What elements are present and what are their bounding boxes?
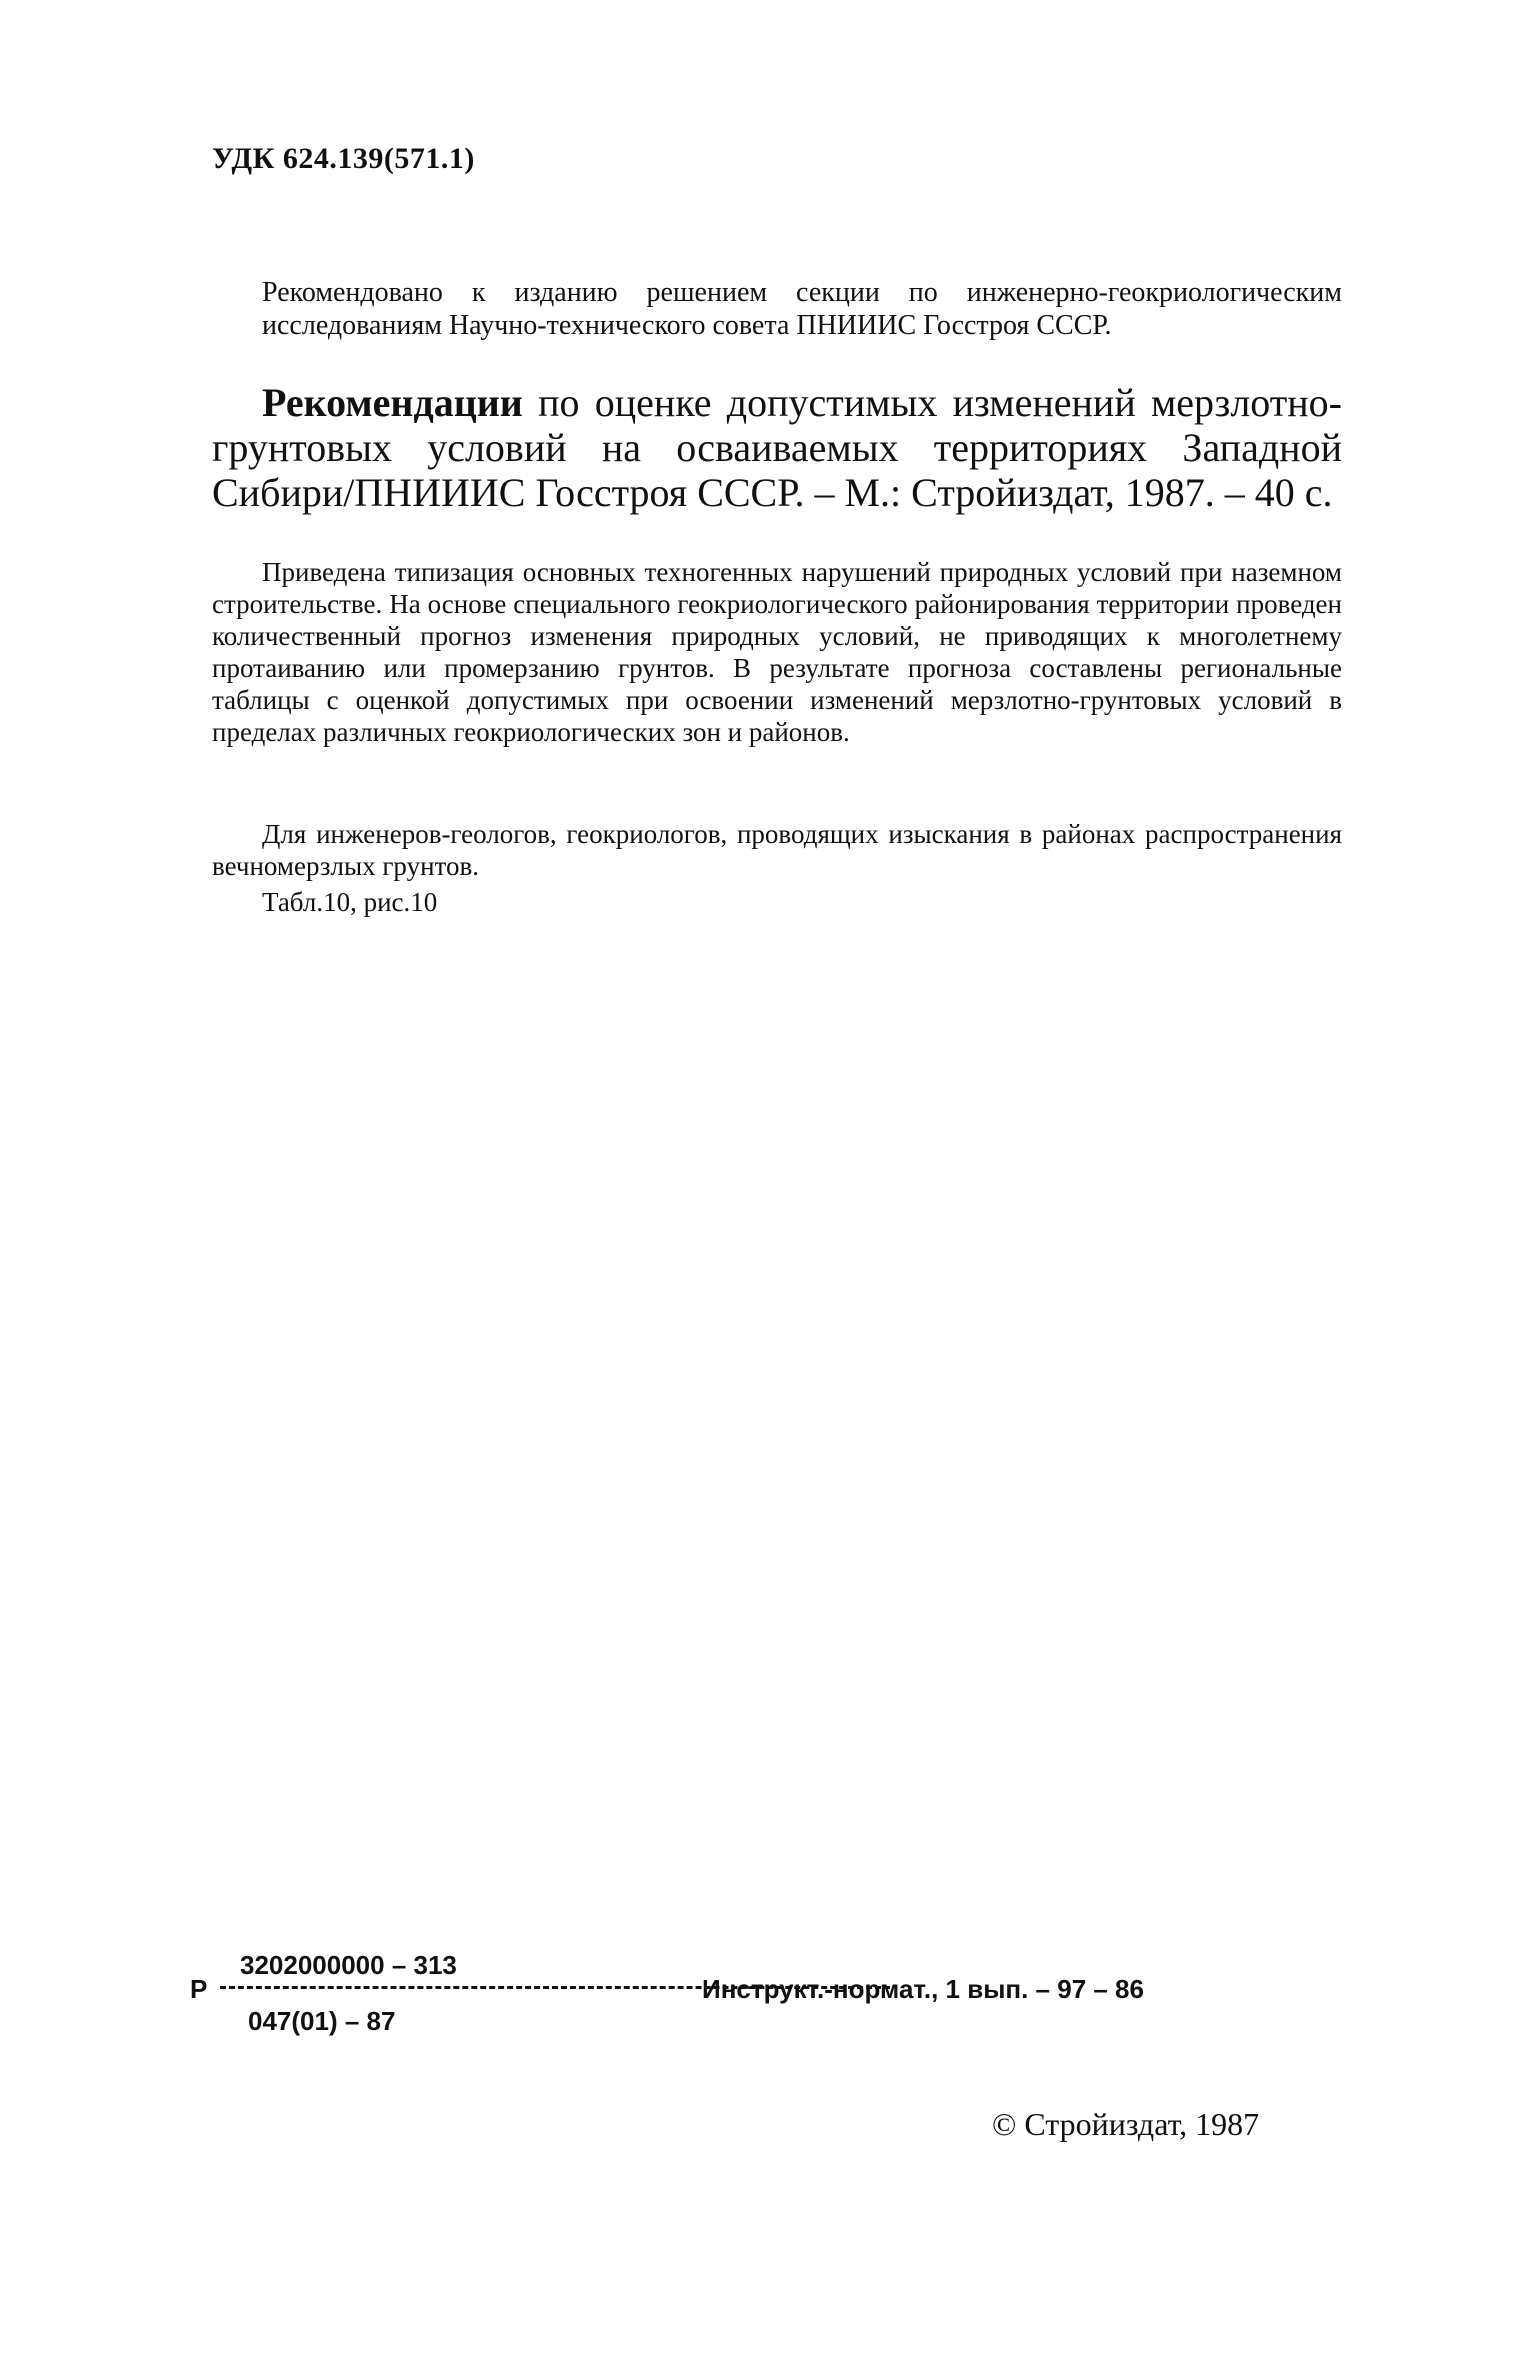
imprint-p-letter: Р (190, 1974, 208, 2004)
tables-figures-count: Табл.10, рис.10 (262, 887, 438, 917)
copyright-notice: © Стройиздат, 1987 (992, 2106, 1260, 2142)
bibliographic-title (212, 380, 1342, 515)
annotation-paragraph: Приведена типизация основных техногенных нарушений природных условий при наземном строительстве. На основе специального геокриологического районирования территории проведен количественный прогноз изменения природных условий, не приводящих к многолетнему протаиванию или промерзанию грунтов. В результате прогноза составлены региональные таблицы с оценкой допустимых при освоении изменений мерзлотно-грунтовых условий в пределах различных геокриологических зон и районов. (212, 557, 1342, 747)
title-rest: по оценке допустимых изменений мерзлотно-грунтовых условий на осваиваемых территориях Западной Сибири/ПНИИИС Госстроя СССР. – М.: Стройиздат, 1987. – 40 с. (212, 380, 1342, 515)
publishing-imprint (190, 1950, 1340, 2090)
audience-paragraph: Для инженеров-геологов, геокриологов, проводящих изыскания в районах распространения вечномерзлых грунтов. (212, 819, 1342, 881)
recommendation-note: Рекомендовано к изданию решением секции по инженерно-геокриологическим исследованиям Научно-технического совета ПНИИИС Госстроя СССР. (262, 277, 1342, 341)
udk-code: УДК 624.139(571.1) (212, 142, 475, 175)
title-lead-word: Рекомендации (262, 380, 523, 425)
imprint-numerator: 3202000000 – 313 (240, 1950, 457, 1980)
imprint-denominator: 047(01) – 87 (248, 2006, 396, 2036)
imprint-instruction: Инструкт.-нормат., 1 вып. – 97 – 86 (702, 1974, 1144, 2004)
